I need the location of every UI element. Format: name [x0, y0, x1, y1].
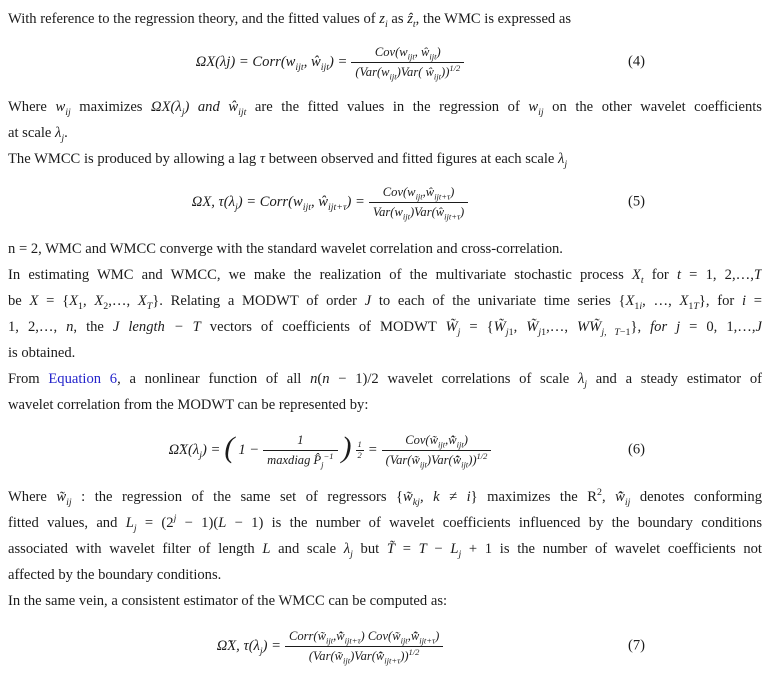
eq5-number: (5) — [628, 193, 646, 210]
eq6-one-minus: 1 − — [238, 441, 260, 458]
text-line-est2: be $X = \{X_1$, $X_2,\dots$, $X_T$}. Relating a MODWT of order J to each of the univariate time series {$X_{1i}$, …, $X_{1T}$}, for i = — [8, 293, 762, 312]
eq4-number: (4) — [628, 53, 646, 70]
eq4-fraction — [351, 44, 464, 80]
text-line-est1: In estimating WMC and WMCC, we make the realization of the multivariate stochastic process $X_t$ for t = 1, 2,…,T — [8, 267, 762, 286]
eq6-equals: = — [367, 441, 378, 458]
text-line-est4: is obtained. — [8, 345, 76, 361]
text-line-fitted: fitted values, and $L_j = (2^j - 1)(L - 1)$ is the number of wavelet coefficients influenced by the boundary conditions — [8, 513, 762, 534]
eq6-inner-fraction — [263, 432, 337, 468]
text-line-associated: associated with wavelet filter of length L and scale $\lambda_j$ but T̃ = $T - L_j + 1$ is the number of wavelet coefficients not — [8, 541, 762, 560]
text-line-where-w: Where $w_{ij}$ maximizes $\Omega X(\lambda_j)$ and $ŵ_{ijt}$ are the fitted values in the regression of $w_{ij}$ on the other wavelet coefficients — [8, 99, 762, 118]
text-line-represented: wavelet correlation from the MODWT can be represented by: — [8, 397, 369, 413]
eq5-lhs: ΩX, $\tau(\lambda_j)$ = $Corr(w_{ijt}$, $ŵ_{ijt+\tau}$) = — [191, 193, 365, 213]
eq7-numerator: $Corr(w̃_{ijt},w̃̂_{ijt+\tau})$ $Cov(w̃_{ijt},w̃̂_{ijt+\tau})$ — [285, 628, 443, 646]
equation-7 — [8, 620, 762, 672]
eq6-exponent-numerator: 1 — [357, 438, 362, 449]
text-line-at-scale: at scale $\lambda_j$. — [8, 125, 68, 144]
eq5-numerator: $Cov(w_{ijt},ŵ_{ijt+\tau})$ — [369, 184, 468, 202]
text-line-intro: With reference to the regression theory, and the fitted values of $z_i$ as ẑ$_t$, the WMC is expressed as — [8, 11, 572, 30]
equation-6-link[interactable]: Equation 6 — [48, 371, 118, 387]
eq4-numerator: $Cov(w_{ijt}$, $ŵ_{ijt}$) — [351, 44, 464, 62]
text-line-est3: 1, 2,…, n, the J length − T vectors of coefficients of MODWT $W̃_j$ = {$W̃_{j1}$, $W̃_{j1},\dots$, $WW̃_{j, T-1}$}, for j = 0, 1,…,J — [8, 319, 762, 338]
eq7-denominator: $(Var(w̃_{ijt})Var(w̃̂_{ijt+\tau}))^{1/2}$ — [308, 646, 420, 665]
eq4-denominator: ($Var(w_{ijt})Var$( $ŵ_{ijt}))^{1/2}$ — [355, 62, 461, 81]
eq6-number: (6) — [628, 441, 646, 458]
eq6-inner-denominator: maxdiag $P̂_j^{-1}$ — [267, 450, 334, 469]
eq6-fraction — [382, 432, 492, 468]
eq6-inner-numerator: 1 — [263, 432, 337, 450]
text-line-from-equation — [8, 366, 762, 392]
eq6-denominator: $(Var(w̃_{ijt})Var(w̃̂_{ijt}))^{1/2}$ — [385, 450, 488, 469]
text-line-same-vein: In the same vein, a consistent estimator of the WMCC can be computed as: — [8, 593, 448, 609]
eq7-fraction — [285, 628, 443, 664]
equation-6 — [8, 422, 762, 478]
equation-5 — [8, 180, 762, 224]
text-line-affected: affected by the boundary conditions. — [8, 567, 222, 583]
eq5-fraction — [369, 184, 468, 220]
text-line-wmcc-lag: The WMCC is produced by allowing a lag τ between observed and fitted figures at each scale $\lambda_j$ — [8, 151, 568, 170]
text-line-where-wt: Where $w̃_{ij}$ : the regression of the same set of regressors {$w̃_{kj}$, k ≠ i} maximizes the $R^2$, $w̃̂_{ij}$ denotes conforming — [8, 487, 762, 508]
eq6-open-paren: ( — [224, 431, 235, 464]
eq7-lhs: Ω̃X, $\tau(\lambda_j)$ = — [216, 637, 281, 657]
eq6-close-paren: ) — [341, 431, 352, 464]
eq7-number: (7) — [628, 637, 646, 654]
from-suffix: , a nonlinear function of all n(n − 1)/2 wavelet correlations of scale $\lambda_j$ and a steady estimator of — [117, 371, 762, 390]
eq4-lhs: $\Omega X(\lambda j) = Corr(w_{ijt}$, $ŵ_{ijt}$) = — [195, 53, 348, 73]
eq6-exponent-denominator: 2 — [357, 449, 362, 460]
eq6-exponent — [356, 440, 364, 461]
text-line-n2: n = 2, WMC and WMCC converge with the standard wavelet correlation and cross-correlation. — [8, 241, 563, 257]
eq6-lhs: $\OmegãX(\lambda_j)$ = — [168, 441, 221, 461]
equation-4 — [8, 38, 762, 86]
eq6-numerator: $Cov(w̃_{ijt},w̃̂_{ijt})$ — [382, 432, 492, 450]
eq5-denominator: $Var(w_{ijt})Var(ŵ_{ijt+\tau})$ — [372, 204, 465, 221]
from-prefix: From — [8, 371, 49, 387]
